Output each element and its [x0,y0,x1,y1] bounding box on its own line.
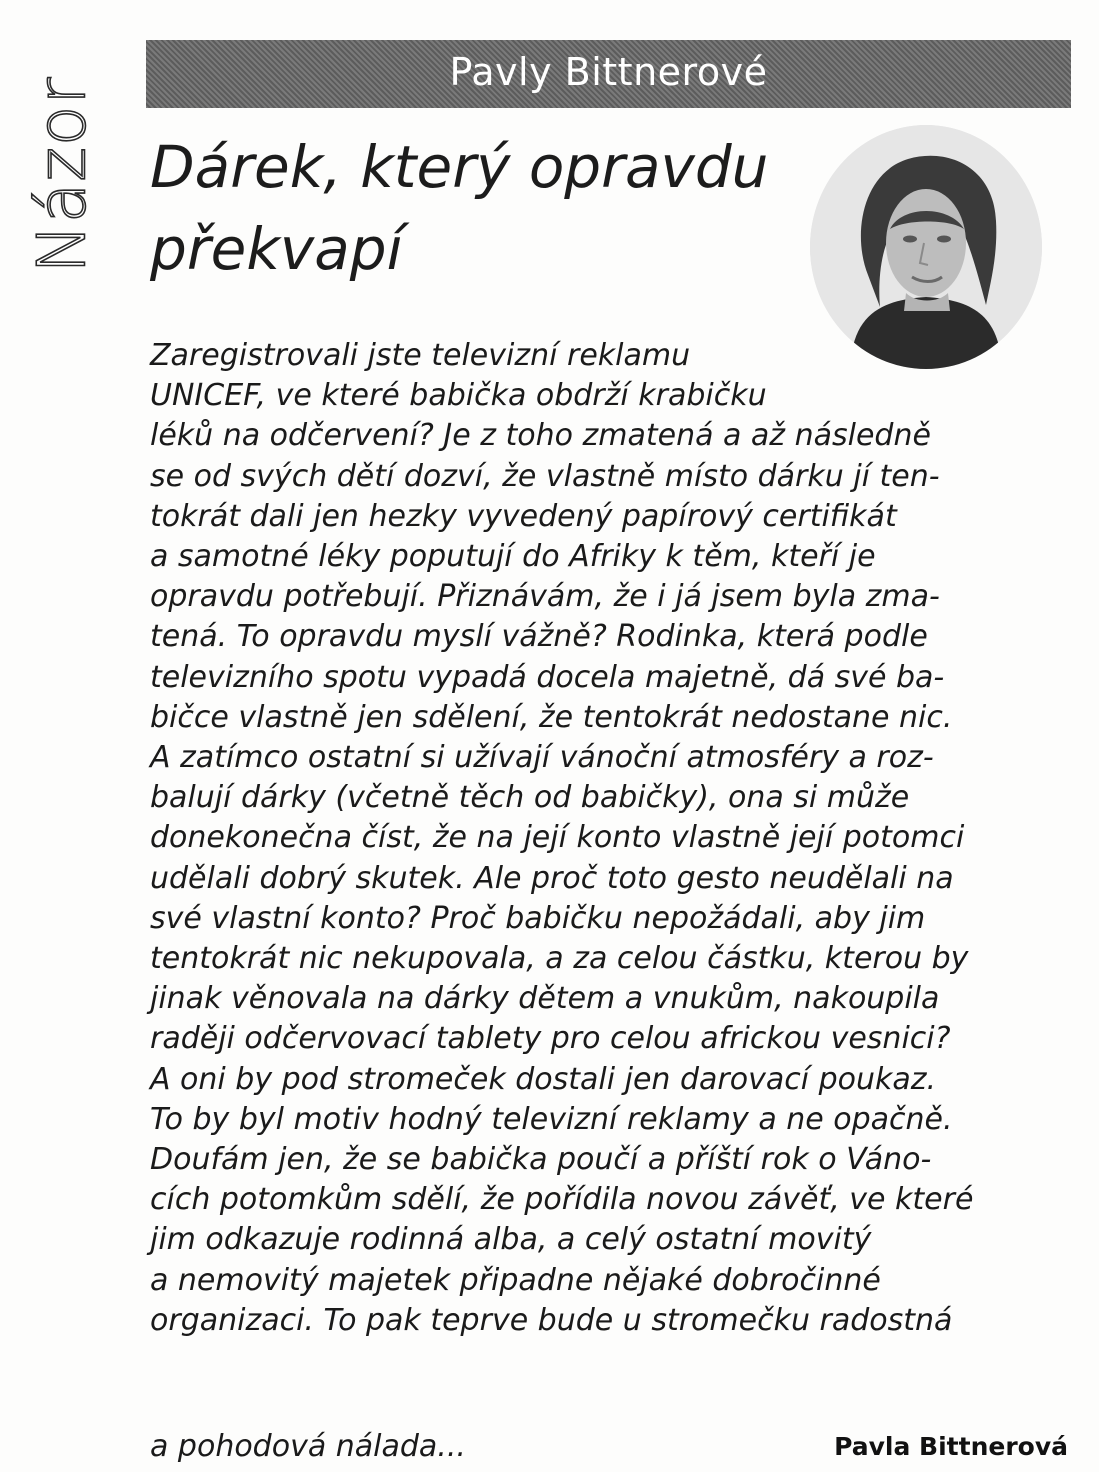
article-line: své vlastní konto? Proč babičku nepožádali, aby jim [150,900,926,936]
article-line: Zaregistrovali jste televizní reklamu [150,338,691,373]
author-signature: Pavla Bittnerová [834,1432,1068,1461]
columnist-name: Pavly Bittnerové [449,50,768,94]
article-line: A oni by pod stromeček dostali jen darovací poukaz. [150,1061,937,1097]
article-line: udělali dobrý skutek. Ale proč toto gesto neudělali na [150,860,954,896]
article-last-line: a pohodová nálada... [150,1429,466,1464]
article-line: UNICEF, ve které babička obdrží krabičku [150,378,767,414]
article-line: donekonečna číst, že na její konto vlastně její potomci [150,820,965,856]
article-line: opravdu potřebují. Přiznávám, že i já jsem byla zma- [150,579,940,615]
article-line: se od svých dětí dozví, že vlastně místo dárku jí ten- [150,458,940,494]
article-line: tokrát dali jen hezky vyvedený papírový certifikát [150,498,897,534]
article-line: balují dárky (včetně těch od babičky), ona si může [150,780,910,816]
article-line: léků na odčervení? Je z toho zmatená a až následně [150,418,931,454]
article-line: tená. To opravdu myslí vážně? Rodinka, která podle [150,619,928,655]
article-line: Doufám jen, že se babička poučí a příští rok o Váno- [150,1142,932,1178]
author-portrait-image [810,125,1042,369]
article-line: jim odkazuje rodinná alba, a celý ostatní movitý [150,1222,872,1258]
columnist-banner [146,40,1071,108]
article-line: cích potomkům sdělí, že pořídila novou závěť, ve které [150,1182,974,1218]
section-label-text: Názor [23,76,101,274]
article-line: jinak věnovala na dárky dětem a vnukům, nakoupila [150,981,940,1017]
author-photo [810,125,1042,369]
article-body [150,336,1065,1341]
article-line: To by byl motiv hodný televizní reklamy a ne opačně. [150,1101,953,1137]
article-line: televizního spotu vypadá docela majetně, dá své ba- [150,659,945,695]
article-line: organizaci. To pak teprve bude u stromečku radostná [150,1302,953,1338]
article-line: bičce vlastně jen sdělení, že tentokrát nedostane nic. [150,699,953,735]
article-line: tentokrát nic nekupovala, a za celou částku, kterou by [150,941,969,977]
article-line: a nemovitý majetek připadne nějaké dobročinné [150,1262,881,1298]
article-line: a samotné léky poputují do Afriky k těm, kteří je [150,539,876,575]
article-line: raději odčervovací tablety pro celou africkou vesnici? [150,1021,951,1057]
article-footer [150,1427,1070,1471]
headline: Dárek, který opravdu překvapí [150,133,769,283]
article-line: A zatímco ostatní si užívají vánoční atmosféry a roz- [150,740,934,776]
section-label [23,40,101,310]
